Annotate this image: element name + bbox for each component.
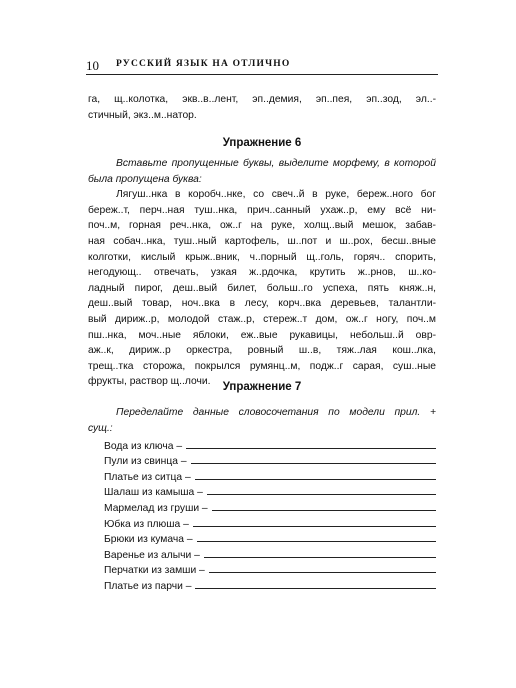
text-line: пш..нка, моч..ные яблоки, еж..вые рукавицы, небольш..й овр-: [88, 329, 436, 341]
text-line: фрукты, раствор щ..лочи.: [88, 376, 211, 388]
fill-in-item: [88, 514, 436, 530]
text-line: поч..м, горная реч..нка, ож..г на руке, холщ..вый мешок, забав-: [88, 220, 436, 232]
fill-in-prompt: Шалаш из камыша –: [104, 487, 203, 499]
text-line: трещ..тка сторожа, покрылся румянц..м, подж..г сарая, суш..ные: [88, 360, 436, 372]
text-line: колготки, кислый крыж..вник, ч..порный щ..голь, горяч.. спорить,: [88, 251, 436, 263]
text-line: ная собач..нка, туш..ный картофель, ш..пот и ш..рох, бесш..вные: [88, 235, 436, 247]
text-line: деш..вый товар, ноч..вка в лесу, корч..вка деревьев, талантли-: [88, 298, 436, 310]
fill-in-item: [88, 452, 436, 468]
fill-in-item: [88, 436, 436, 452]
exercise-7-title: Упражнение 7: [222, 381, 302, 393]
exercise-6-instruction: была пропущена буква:: [88, 173, 202, 185]
fill-in-prompt: Платье из парчи –: [104, 580, 192, 592]
fill-in-item: [88, 576, 436, 592]
text-line: стичный, экз..м..натор.: [88, 109, 197, 121]
answer-blank[interactable]: [209, 571, 436, 573]
exercise-6-title: Упражнение 6: [222, 137, 302, 149]
text-line: вый дириж..р, молодой стаж..р, стереж..т дом, ож..г ногу, поч..м: [88, 313, 436, 325]
exercise-7-instruction-block: [88, 405, 436, 436]
fill-in-item: [88, 467, 436, 483]
fill-in-prompt: Мармелад из груши –: [104, 502, 208, 514]
page-header: [86, 54, 438, 75]
fill-in-item: [88, 483, 436, 499]
text-line: аж..к, дириж..р оркестра, ровный ш..в, тяж..лая кош..лка,: [88, 345, 436, 357]
answer-blank[interactable]: [204, 556, 436, 558]
page-number: 10: [86, 58, 99, 73]
answer-blank[interactable]: [197, 540, 436, 542]
exercise-6-instruction: Вставьте пропущенные буквы, выделите морфему, в которой: [116, 158, 436, 169]
text-line: береж..т, перч..ная туш..нка, прич..санный ухаж..р, ему всё ни-: [88, 204, 436, 216]
answer-blank[interactable]: [191, 462, 436, 464]
fill-in-prompt: Вода из ключа –: [104, 440, 183, 452]
answer-blank[interactable]: [186, 447, 436, 449]
fill-in-item: [88, 561, 436, 577]
fill-in-prompt: Брюки из кумача –: [104, 534, 193, 546]
fill-in-prompt: Перчатки из замши –: [104, 565, 205, 577]
exercise-6-body: [88, 156, 436, 390]
fill-in-prompt: Варенье из алычи –: [104, 549, 200, 561]
answer-blank[interactable]: [193, 525, 436, 527]
fill-in-item: [88, 530, 436, 546]
exercise-7-instruction: сущ.:: [88, 422, 113, 434]
text-line: Лягуш..нка в коробч..нке, со свеч..й в руке, береж..ного бог: [116, 189, 436, 201]
continued-word-list: [88, 92, 436, 123]
fill-in-prompt: Платье из ситца –: [104, 471, 191, 483]
fill-in-prompt: Пули из свинца –: [104, 456, 187, 468]
running-title: РУССКИЙ ЯЗЫК НА ОТЛИЧНО: [116, 59, 291, 69]
answer-blank[interactable]: [195, 478, 436, 480]
fill-in-prompt: Юбка из плюша –: [104, 518, 189, 530]
text-line: га, щ..колотка, экв..в..лент, эп..демия, эп..пея, эп..зод, эл..-: [88, 94, 436, 105]
exercise-7-instruction: Переделайте данные словосочетания по модели прил. +: [116, 407, 436, 418]
text-line: ладный пирог, деш..вый билет, больш..го успеха, пять княж..н,: [88, 282, 436, 294]
answer-blank[interactable]: [212, 509, 436, 511]
answer-blank[interactable]: [195, 587, 436, 589]
text-line: негодующ.. отвечать, узкая ж..рдочка, крутить ж..рнов, ш..ко-: [88, 267, 436, 279]
fill-in-list: [88, 436, 436, 592]
fill-in-item: [88, 498, 436, 514]
answer-blank[interactable]: [207, 493, 436, 495]
fill-in-item: [88, 545, 436, 561]
